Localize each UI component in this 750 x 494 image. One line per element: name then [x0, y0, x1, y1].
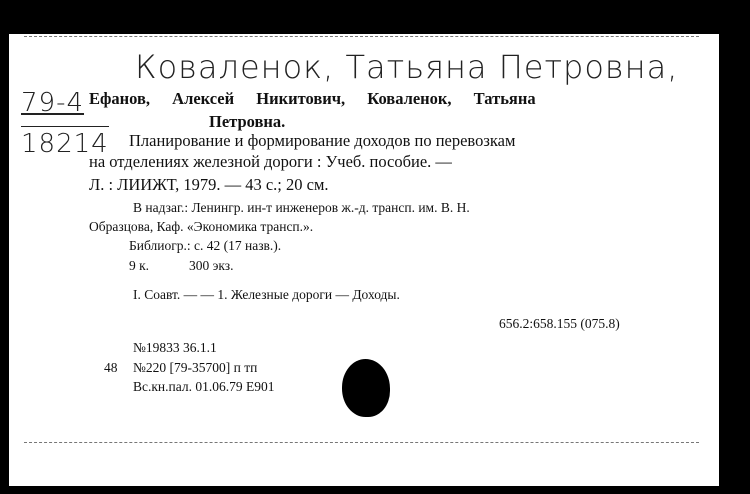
author-line: Ефанов, Алексей Никитович, Коваленок, Татьяна: [89, 89, 536, 108]
card-punch-hole: [342, 359, 390, 417]
order-number: №220 [79-35700] п тп: [133, 360, 258, 375]
print-run: 300 экз.: [189, 258, 234, 273]
title-line-2: на отделениях железной дороги : Учеб. пособие. —: [89, 152, 452, 171]
note-line-2: Образцова, Каф. «Экономика трансп.».: [89, 219, 314, 234]
record-number: №19833 36.1.1: [133, 340, 217, 355]
author-line-continuation: Петровна.: [209, 112, 286, 131]
price-code: 48: [104, 360, 118, 375]
handwritten-shelf-mark: 79-4: [21, 88, 85, 118]
handwritten-inventory-number: 18214: [21, 126, 109, 159]
book-chamber-stamp: Вс.кн.пал. 01.06.79 Е901: [133, 379, 275, 394]
note-line-1: В надзаг.: Ленингр. ин-т инженеров ж.-д. трансп. им. В. Н.: [133, 200, 470, 215]
bottom-dashed-border: [24, 442, 699, 443]
bibliography-note: Библиогр.: с. 42 (17 назв.).: [129, 238, 282, 253]
handwritten-note: Коваленок, Татьяна Петровна,: [135, 48, 679, 86]
title-line-1: Планирование и формирование доходов по перевозкам: [129, 131, 516, 150]
title-line-3: Л. : ЛИИЖТ, 1979. — 43 с.; 20 см.: [89, 175, 329, 194]
tracings: I. Соавт. — — 1. Железные дороги — Доходы.: [133, 287, 400, 302]
udc-code: 656.2:658.155 (075.8): [499, 316, 620, 331]
top-dashed-border: [24, 36, 699, 37]
copies-count: 9 к.: [129, 258, 150, 273]
catalog-card: [9, 34, 719, 486]
